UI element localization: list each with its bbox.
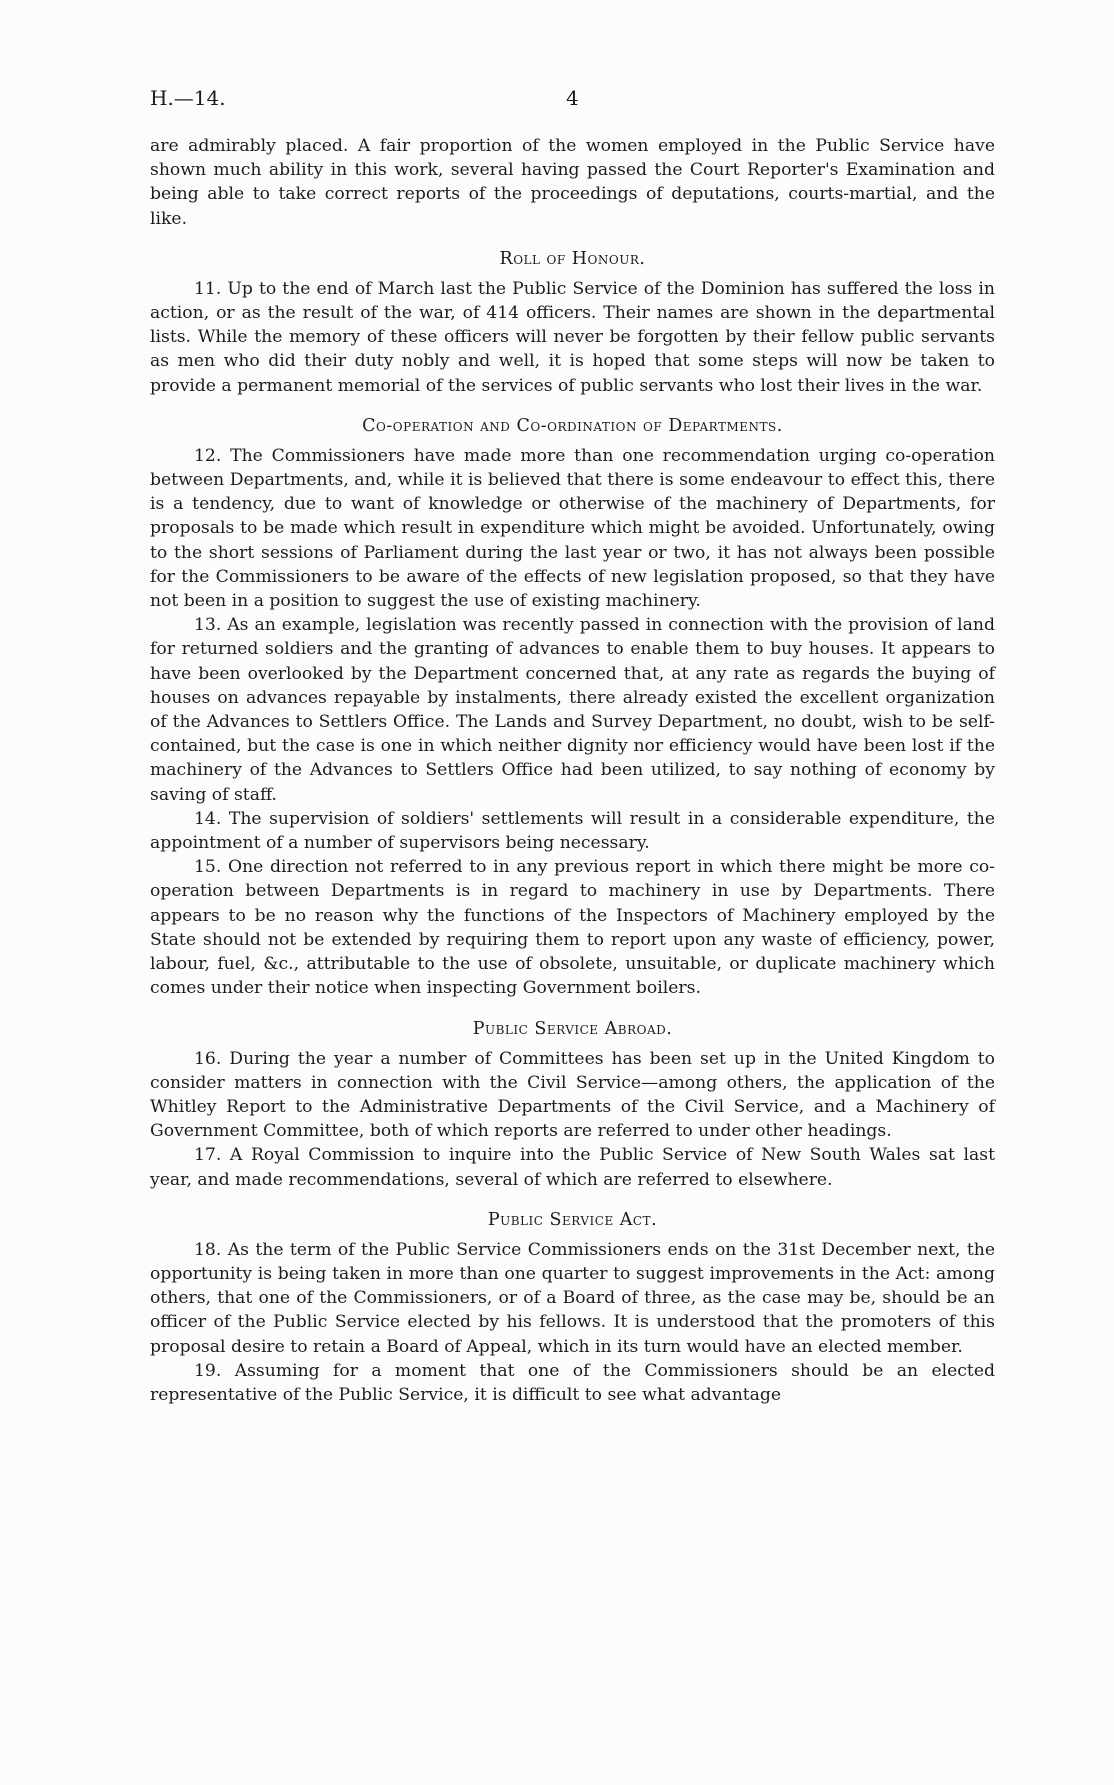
paragraph-13: 13. As an example, legislation was recently passed in connection with the provision of land for returned soldiers and the granting of advances to enable them to buy houses. It appears to have been overlooked by the Department concerned that, at any rate as regards the buying of houses on advances repayable by instalments, there already existed the excellent organization of the Advances to Settlers Office. The Lands and Survey Department, no doubt, wish to be self-contained, but the case is one in which neither dignity nor efficiency would have been lost if the machinery of the Advances to Settlers Office had been utilized, to say nothing of economy by saving of staff. bbox=[150, 615, 995, 805]
paragraph-18: 18. As the term of the Public Service Commissioners ends on the 31st December next, the opportunity is being taken in more than one quarter to suggest improvements in the Act: among others, that one of the Commissioners, or of a Board of three, as the case may be, should be an officer of the Public Service elected by his fellows. It is understood that the promoters of this proposal desire to retain a Board of Appeal, which in its turn would have an elected member. bbox=[150, 1239, 995, 1357]
report-reference: H.—14. bbox=[150, 86, 226, 110]
section-heading-co-operation: Co-operation and Co-ordination of Departments. bbox=[362, 415, 783, 436]
section-heading-public-service-abroad: Public Service Abroad. bbox=[472, 1018, 673, 1039]
paragraph-19: 19. Assuming for a moment that one of the Commissioners should be an elected representative of the Public Service, it is difficult to see what advantage bbox=[150, 1360, 995, 1405]
page-number: 4 bbox=[566, 86, 579, 110]
paragraph-11: 11. Up to the end of March last the Public Service of the Dominion has suffered the loss in action, or as the result of the war, of 414 officers. Their names are shown in the departmental lists. While the memory of these officers will never be forgotten by their fellow public servants as men who did their duty nobly and well, it is hoped that some steps will now be taken to provide a permanent memorial of the services of public servants who lost their lives in the war. bbox=[150, 278, 995, 396]
paragraph-12: 12. The Commissioners have made more than one recommendation urging co-operation between Departments, and, while it is believed that there is some endeavour to effect this, there is a tendency, due to want of knowledge or otherwise of the machinery of Departments, for proposals to be made which result in expenditure which might be avoided. Unfortunately, owing to the short sessions of Parliament during the last year or two, it has not always been possible for the Commissioners to be aware of the effects of new legislation proposed, so that they have not been in a position to suggest the use of existing machinery. bbox=[150, 445, 995, 612]
section-heading-roll-of-honour: Roll of Honour. bbox=[499, 248, 646, 269]
document-body bbox=[150, 134, 995, 1407]
paragraph-16: 16. During the year a number of Committees has been set up in the United Kingdom to consider matters in connection with the Civil Service—among others, the application of the Whitley Report to the Administrative Departments of the Civil Service, and a Machinery of Government Committee, both of which reports are referred to under other headings. bbox=[150, 1048, 995, 1142]
section-heading-public-service-act: Public Service Act. bbox=[487, 1209, 658, 1230]
paragraph-17: 17. A Royal Commission to inquire into the Public Service of New South Wales sat last year, and made recommendations, several of which are referred to elsewhere. bbox=[150, 1145, 995, 1190]
paragraph-15: 15. One direction not referred to in any previous report in which there might be more co-operation between Departments is in regard to machinery in use by Departments. There appears to be no reason why the functions of the Inspectors of Machinery employed by the State should not be extended by requiring them to report upon any waste of efficiency, power, labour, fuel, &c., attributable to the use of obsolete, unsuitable, or duplicate machinery which comes under their notice when inspecting Government boilers. bbox=[150, 857, 995, 999]
page-header bbox=[150, 86, 995, 114]
paragraph-14: 14. The supervision of soldiers' settlements will result in a considerable expenditure, the appointment of a number of supervisors being necessary. bbox=[150, 808, 995, 854]
paragraph-continued: are admirably placed. A fair proportion of the women employed in the Public Service have shown much ability in this work, several having passed the Court Reporter's Examination and being able to take correct reports of the proceedings of deputations, courts-martial, and the like. bbox=[150, 136, 995, 229]
